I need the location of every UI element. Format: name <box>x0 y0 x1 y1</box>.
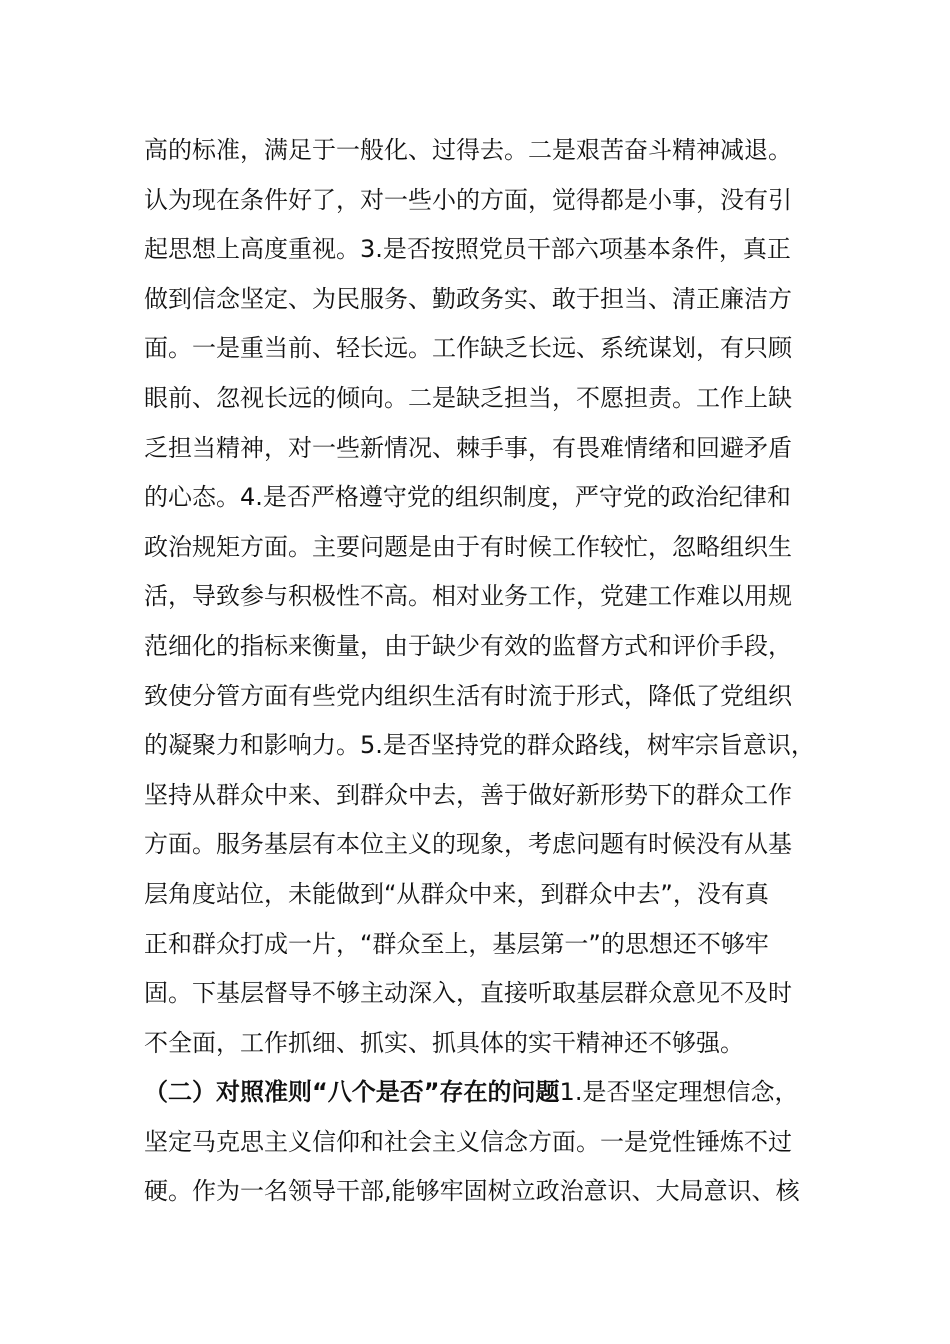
text-line <box>144 622 824 672</box>
text-line <box>144 1167 824 1217</box>
text-line <box>144 275 824 325</box>
line-text: 范细化的指标来衡量，由于缺少有效的监督方式和评价手段， <box>144 631 792 660</box>
text-line <box>144 374 824 424</box>
line-text: 致使分管方面有些党内组织生活有时流于形式，降低了党组织 <box>144 681 792 710</box>
line-text: 坚持从群众中来、到群众中去，善于做好新形势下的群众工作 <box>144 780 792 809</box>
section-heading: （二）对照准则“八个是否”存在的问题 <box>144 1078 560 1107</box>
text-line <box>144 523 824 573</box>
text-line <box>144 572 824 622</box>
text-line <box>144 176 824 226</box>
text-line <box>144 324 824 374</box>
text-line <box>144 126 824 176</box>
line-text: 硬。作为一名领导干部,能够牢固树立政治意识、大局意识、核 <box>144 1177 800 1206</box>
section-heading-tail: 1.是否坚定理想信念， <box>559 1078 799 1107</box>
line-text: 认为现在条件好了，对一些小的方面，觉得都是小事，没有引 <box>144 185 792 214</box>
line-text: 面。一是重当前、轻长远。工作缺乏长远、系统谋划，有只顾 <box>144 334 792 363</box>
line-text: 政治规矩方面。主要问题是由于有时候工作较忙，忽略组织生 <box>144 532 792 561</box>
text-line <box>144 771 824 821</box>
line-text: 起思想上高度重视。3.是否按照党员干部六项基本条件，真正 <box>144 235 791 264</box>
line-text: 的心态。4.是否严格遵守党的组织制度，严守党的政治纪律和 <box>144 483 791 512</box>
line-text: 固。下基层督导不够主动深入，直接听取基层群众意见不及时 <box>144 979 792 1008</box>
text-line <box>144 721 824 771</box>
line-text: 层角度站位，未能做到“从群众中来，到群众中去”，没有真 <box>144 879 769 908</box>
text-line <box>144 225 824 275</box>
text-line <box>144 672 824 722</box>
line-text: 乏担当精神，对一些新情况、棘手事，有畏难情绪和回避矛盾 <box>144 433 792 462</box>
text-line <box>144 1118 824 1168</box>
line-text: 活，导致参与积极性不高。相对业务工作，党建工作难以用规 <box>144 582 792 611</box>
text-line <box>144 969 824 1019</box>
line-text: 正和群众打成一片，“群众至上，基层第一”的思想还不够牢 <box>144 929 769 958</box>
line-text: 高的标准，满足于一般化、过得去。二是艰苦奋斗精神减退。 <box>144 136 792 164</box>
line-text: 做到信念坚定、为民服务、勤政务实、敢于担当、清正廉洁方 <box>144 284 792 313</box>
line-text: 不全面，工作抓细、抓实、抓具体的实干精神还不够强。 <box>144 1028 744 1057</box>
text-line <box>144 1019 824 1069</box>
section-heading-line <box>144 1068 824 1118</box>
text-line <box>144 424 824 474</box>
line-text: 眼前、忽视长远的倾向。二是缺乏担当，不愿担责。工作上缺 <box>144 383 792 412</box>
line-text: 方面。服务基层有本位主义的现象，考虑问题有时候没有从基 <box>144 830 792 859</box>
body-text <box>144 126 824 1217</box>
line-text: 坚定马克思主义信仰和社会主义信念方面。一是党性锤炼不过 <box>144 1127 792 1156</box>
text-line <box>144 870 824 920</box>
text-line <box>144 920 824 970</box>
text-line <box>144 820 824 870</box>
line-text: 的凝聚力和影响力。5.是否坚持党的群众路线，树牢宗旨意识， <box>144 731 815 760</box>
text-line <box>144 473 824 523</box>
